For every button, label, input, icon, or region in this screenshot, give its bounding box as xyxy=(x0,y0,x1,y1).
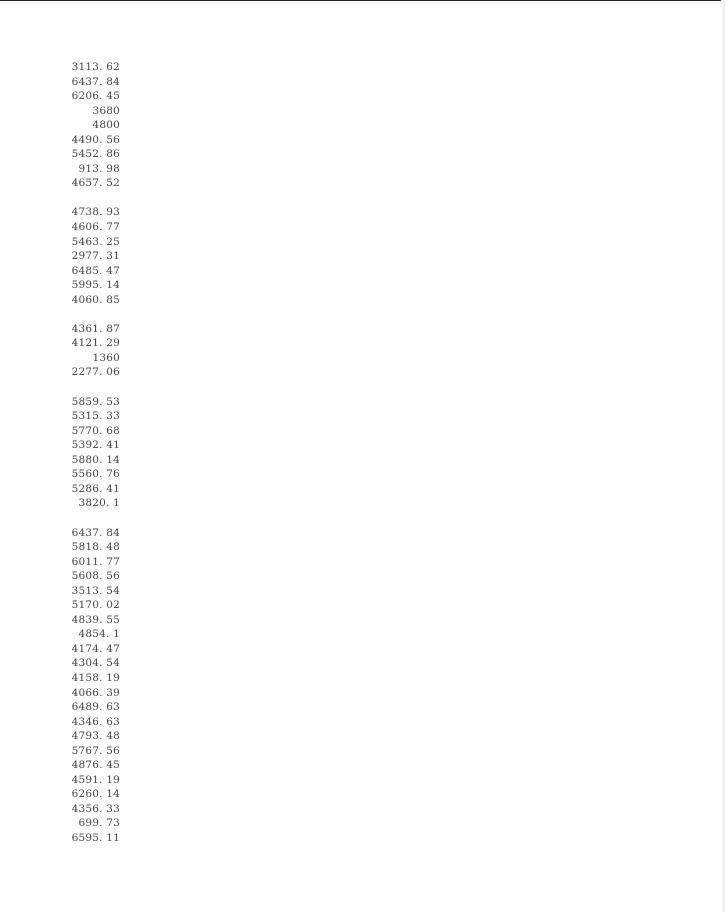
value-row: 4361. 87 xyxy=(71,322,120,335)
value-row: 913. 98 xyxy=(78,162,120,175)
value-row: 4304. 54 xyxy=(71,657,120,670)
group-separator xyxy=(68,307,120,322)
value-row: 4591. 19 xyxy=(71,773,120,786)
value-row: 2277. 06 xyxy=(71,366,120,379)
value-row: 4490. 56 xyxy=(71,133,120,146)
value-row: 3820. 1 xyxy=(78,497,120,510)
value-row: 4174. 47 xyxy=(71,642,120,655)
value-row: 2977. 31 xyxy=(71,250,120,263)
value-row: 5770. 68 xyxy=(71,424,120,437)
value-row: 5608. 56 xyxy=(71,570,120,583)
value-row: 4800 xyxy=(92,119,120,132)
value-row: 699. 73 xyxy=(78,817,120,830)
group-separator xyxy=(68,511,120,526)
value-row: 4066. 39 xyxy=(71,686,120,699)
value-row: 5315. 33 xyxy=(71,410,120,423)
value-row: 6485. 47 xyxy=(71,264,120,277)
value-row: 4876. 45 xyxy=(71,759,120,772)
value-row: 5560. 76 xyxy=(71,468,120,481)
value-row: 4158. 19 xyxy=(71,671,120,684)
value-row: 5452. 86 xyxy=(71,148,120,161)
value-row: 5170. 02 xyxy=(71,599,120,612)
page-top-border xyxy=(0,0,725,1)
value-row: 3113. 62 xyxy=(71,61,120,73)
value-row: 4793. 48 xyxy=(71,730,120,743)
value-row: 6489. 63 xyxy=(71,701,120,714)
value-row: 6206. 45 xyxy=(71,90,120,103)
value-row: 4346. 63 xyxy=(71,715,120,728)
value-row: 5767. 56 xyxy=(71,744,120,757)
value-row: 4738. 93 xyxy=(71,206,120,219)
value-row: 5392. 41 xyxy=(71,439,120,452)
value-row: 4060. 85 xyxy=(71,293,120,306)
value-row: 1360 xyxy=(92,351,120,364)
value-row: 5995. 14 xyxy=(71,279,120,292)
group-separator xyxy=(68,380,120,395)
value-row: 4356. 33 xyxy=(71,802,120,815)
value-row: 6437. 84 xyxy=(71,526,120,539)
value-row: 3513. 54 xyxy=(71,584,120,597)
value-row: 3680 xyxy=(92,104,120,117)
value-row: 5818. 48 xyxy=(71,541,120,554)
value-row: 5286. 41 xyxy=(71,482,120,495)
value-row: 4121. 29 xyxy=(71,337,120,350)
value-row: 4657. 52 xyxy=(71,177,120,190)
group-separator xyxy=(68,191,120,206)
value-row: 4854. 1 xyxy=(78,628,120,641)
value-row: 5859. 53 xyxy=(71,395,120,408)
value-row: 4839. 55 xyxy=(71,613,120,626)
value-column xyxy=(68,60,120,846)
page-right-edge xyxy=(721,0,725,912)
value-row: 6437. 84 xyxy=(71,75,120,88)
value-row: 6595. 11 xyxy=(71,831,120,844)
value-row: 6260. 14 xyxy=(71,788,120,801)
value-row: 5463. 25 xyxy=(71,235,120,248)
value-row: 6011. 77 xyxy=(71,555,120,568)
value-row: 5880. 14 xyxy=(71,453,120,466)
value-row: 4606. 77 xyxy=(71,221,120,234)
